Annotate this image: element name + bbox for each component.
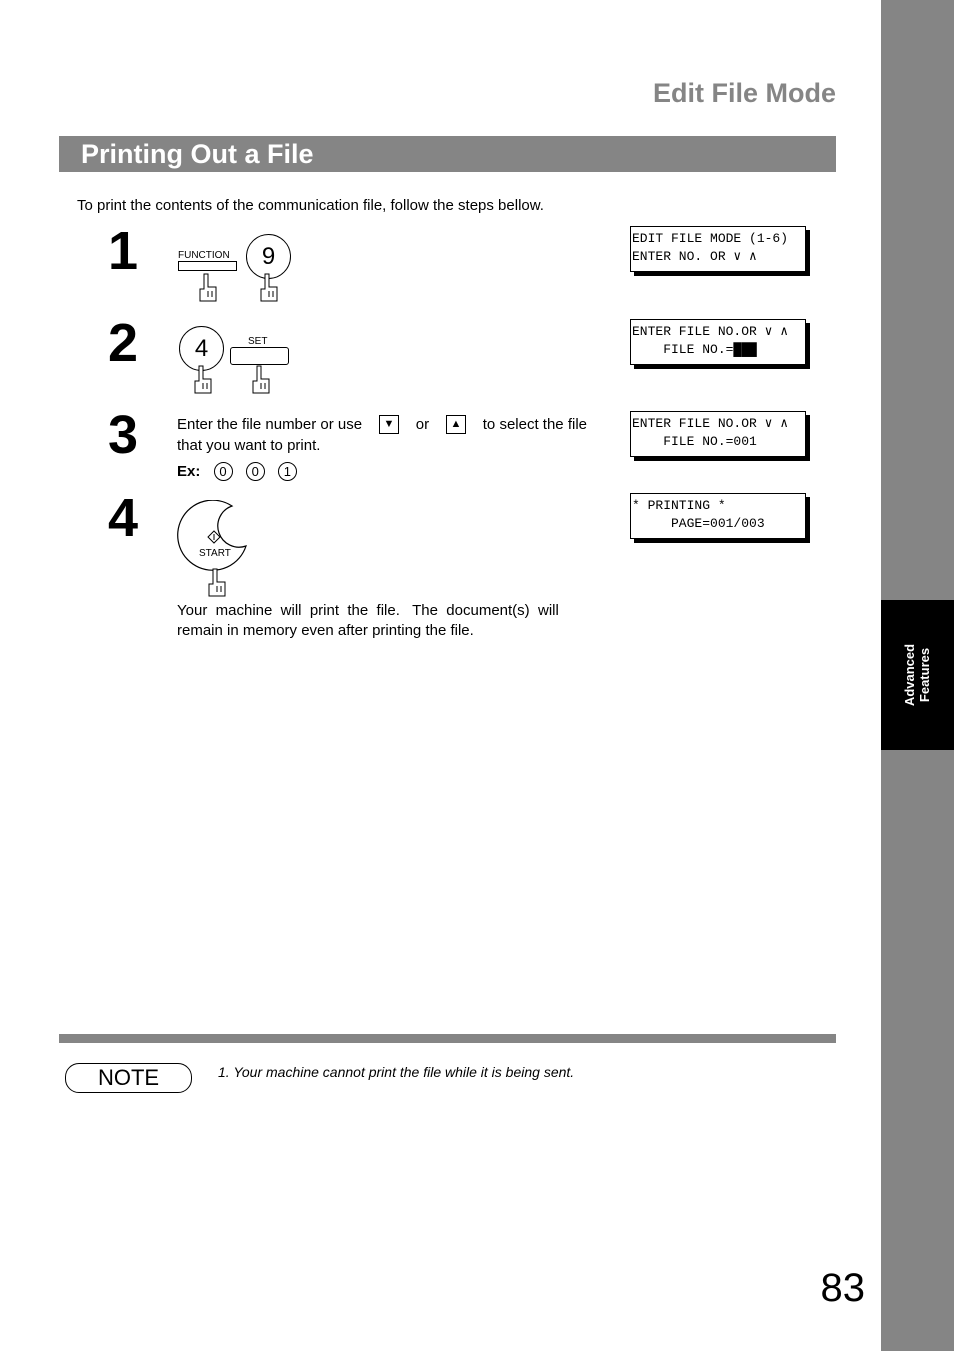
step-number-3: 3 [108, 405, 139, 465]
chapter-tab-line1: Advanced [902, 643, 918, 707]
lcd-line-2: FILE NO.=███ [632, 342, 757, 357]
chapter-tab-line2: Features [917, 647, 933, 703]
step-number-1: 1 [108, 221, 139, 281]
step-4-text-line2: remain in memory even after printing the file. [177, 622, 474, 639]
lcd-display-step-4 [630, 493, 806, 539]
example-digit-key: 0 [214, 462, 233, 481]
press-finger-icon [247, 365, 277, 395]
press-finger-icon [203, 568, 233, 598]
lcd-line-2: FILE NO.=001 [632, 434, 757, 449]
step-3-instruction [177, 414, 587, 456]
set-key-label: SET [248, 336, 268, 347]
lcd-line-2: ENTER NO. OR ∨ ∧ [632, 249, 757, 264]
press-finger-icon [255, 273, 285, 303]
lcd-line-1: ENTER FILE NO.OR ∨ ∧ [632, 416, 789, 431]
example-digit-key: 1 [278, 462, 297, 481]
digit-key-9: 9 [246, 234, 291, 279]
down-arrow-key-icon: ▼ [379, 415, 399, 434]
step-3-text-b: to select the file [482, 416, 587, 433]
example-label: Ex: [177, 463, 201, 480]
lcd-display-step-3 [630, 411, 806, 457]
start-key-label: START [199, 548, 231, 559]
step-3-text-c: that you want to print. [177, 437, 321, 454]
start-key-icon [176, 500, 252, 576]
note-divider [59, 1034, 836, 1043]
set-key [230, 336, 289, 365]
example-digit-key: 0 [246, 462, 265, 481]
chapter-tab-label [881, 600, 954, 750]
step-number-2: 2 [108, 313, 139, 373]
page-number: 83 [820, 1266, 865, 1310]
step-number-4: 4 [108, 488, 139, 548]
note-badge: NOTE [65, 1063, 192, 1093]
set-key-button [230, 347, 289, 365]
intro-text: To print the contents of the communication file, follow the steps bellow. [77, 197, 544, 214]
lcd-line-1: EDIT FILE MODE (1-6) [632, 231, 789, 246]
function-key-button [178, 261, 237, 271]
step-4-text-line1: Your machine will print the file. The document(s) will [177, 602, 559, 619]
note-item: 1. Your machine cannot print the file while it is being sent. [218, 1064, 575, 1080]
lcd-display-step-1 [630, 226, 806, 272]
page-title: Printing Out a File [81, 139, 314, 169]
up-arrow-key-icon: ▲ [446, 415, 466, 434]
lcd-line-1: ENTER FILE NO.OR ∨ ∧ [632, 324, 789, 339]
press-finger-icon [189, 365, 219, 395]
step-4-description [177, 601, 587, 641]
lcd-display-step-2 [630, 319, 806, 365]
step-3-text-or: or [415, 416, 430, 433]
digit-key-4: 4 [179, 326, 224, 371]
lcd-line-2: PAGE=001/003 [632, 516, 765, 531]
press-finger-icon [194, 273, 224, 303]
lcd-line-1: * PRINTING * [632, 498, 726, 513]
section-title: Edit File Mode [652, 78, 836, 108]
step-3-text-a: Enter the file number or use [177, 416, 363, 433]
function-key-label: FUNCTION [178, 250, 230, 261]
function-key [178, 250, 237, 271]
example-row [177, 462, 297, 481]
